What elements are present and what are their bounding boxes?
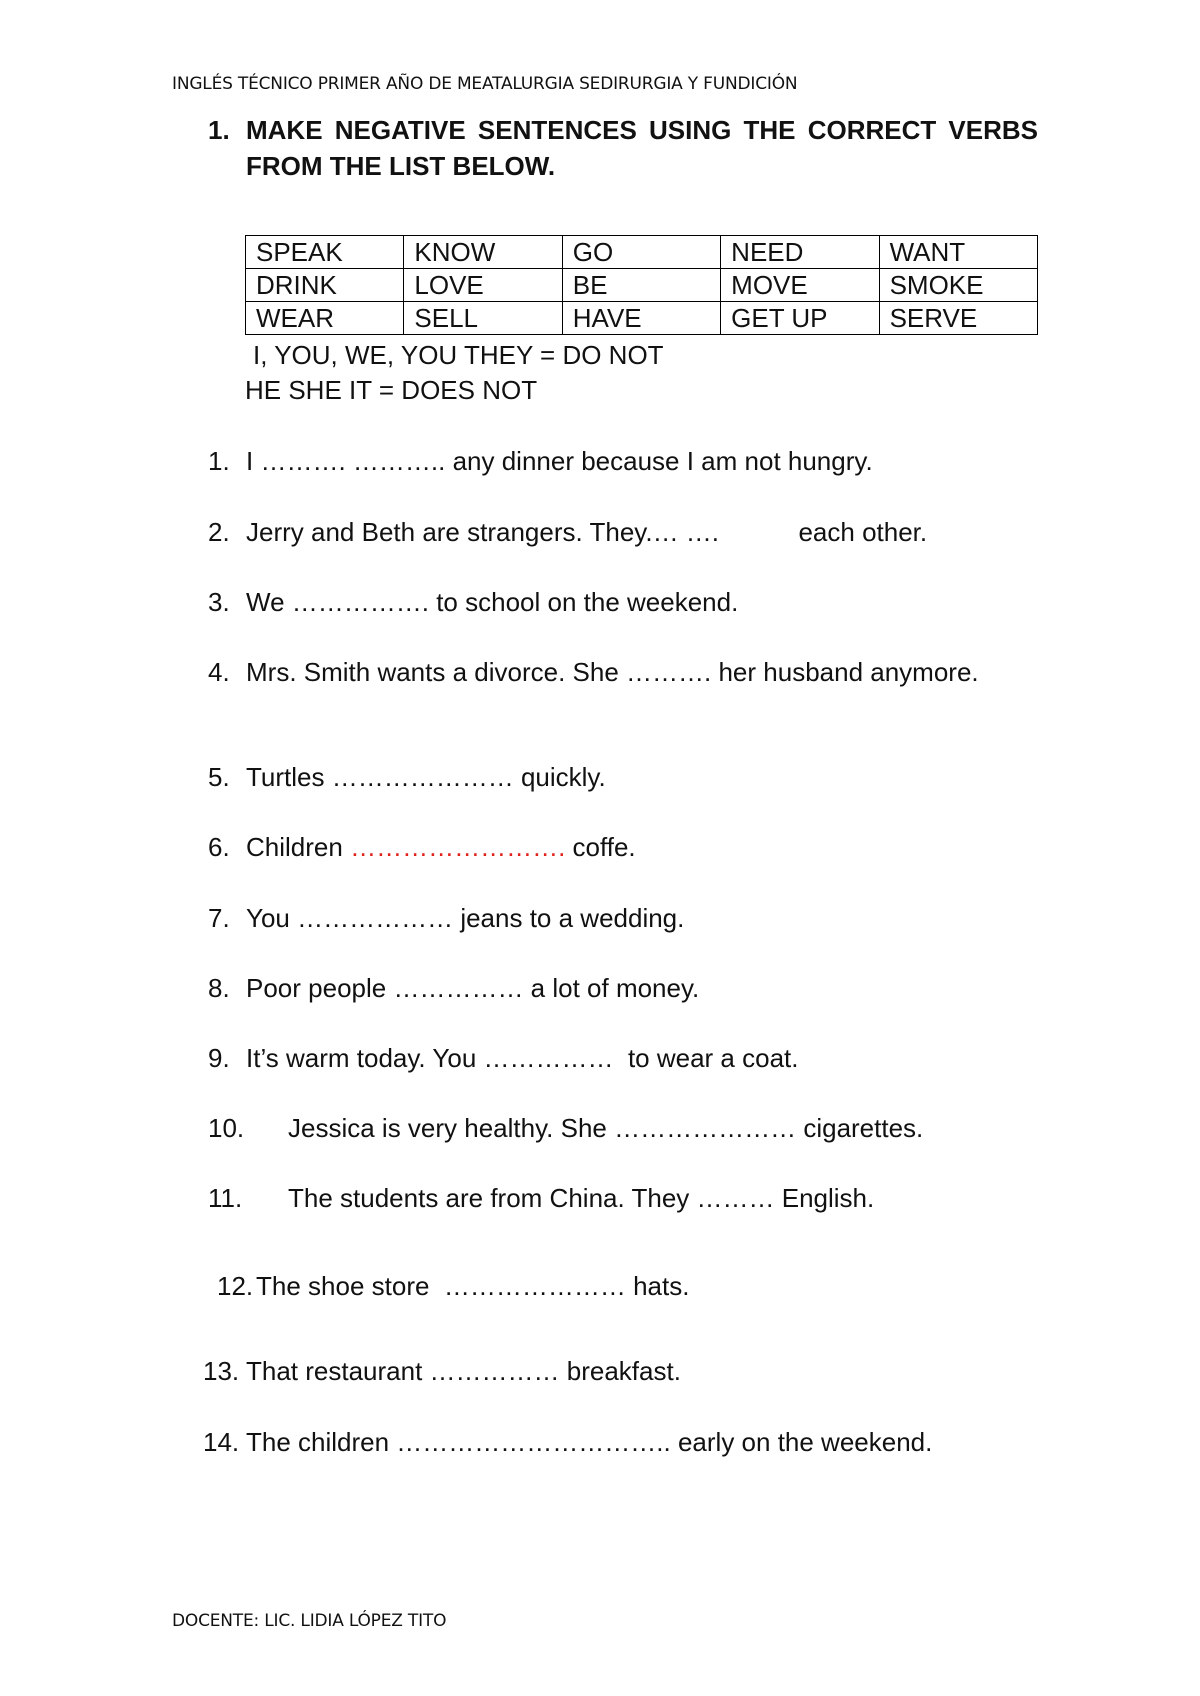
exercise-number: 6. [208, 832, 230, 862]
exercise-text: Poor people …………… a lot of money. [246, 973, 700, 1003]
rule-does-not: HE SHE IT = DOES NOT [245, 375, 538, 405]
verb-cell: NEED [721, 236, 879, 269]
exercise-text: The students are from China. They ……… English. [288, 1183, 875, 1213]
exercise-number: 14. [203, 1427, 240, 1457]
exercise-number: 1. [208, 446, 230, 476]
verb-cell: GO [562, 236, 720, 269]
exercise-number: 10. [208, 1113, 245, 1143]
verb-cell: BE [562, 269, 720, 302]
exercise-number: 4. [208, 657, 230, 687]
verb-cell: KNOW [404, 236, 562, 269]
table-row [246, 269, 1038, 302]
exercise-text: Mrs. Smith wants a divorce. She ………. her husband anymore. [246, 657, 979, 687]
heading-number: 1. [208, 115, 230, 145]
verb-cell: GET UP [721, 302, 879, 335]
exercise-text: You ……………… jeans to a wedding. [246, 903, 685, 933]
exercise-text: The children ………………………….. early on the weekend. [246, 1427, 933, 1457]
exercise-number: 7. [208, 903, 230, 933]
exercise-number: 2. [208, 517, 230, 547]
verb-cell: SELL [404, 302, 562, 335]
exercise-text: I ………. ……….. any dinner because I am not hungry. [246, 446, 873, 476]
rule-do-not: I, YOU, WE, YOU THEY = DO NOT [253, 340, 664, 370]
exercise-number: 9. [208, 1043, 230, 1073]
answer-blank: ……………………. [350, 832, 573, 862]
table-row [246, 236, 1038, 269]
exercise-text: Jerry and Beth are strangers. They.… …. each other. [246, 517, 928, 547]
page-header: INGLÉS TÉCNICO PRIMER AÑO DE MEATALURGIA SEDIRURGIA Y FUNDICIÓN [172, 74, 798, 94]
verb-cell: WEAR [246, 302, 404, 335]
heading-text: MAKE NEGATIVE SENTENCES USING THE CORRECT VERBS FROM THE LIST BELOW. [246, 115, 1038, 181]
verb-cell: MOVE [721, 269, 879, 302]
verb-list-table [245, 235, 1038, 335]
exercise-number: 11. [208, 1183, 243, 1213]
exercise-number: 5. [208, 762, 230, 792]
verb-cell: SMOKE [879, 269, 1037, 302]
exercise-number: 12. [217, 1271, 254, 1301]
exercise-text: The shoe store ………………… hats. [256, 1271, 690, 1301]
verb-cell: SPEAK [246, 236, 404, 269]
verb-cell: HAVE [562, 302, 720, 335]
table-row [246, 302, 1038, 335]
exercise-text: We ……………. to school on the weekend. [246, 587, 739, 617]
verb-cell: DRINK [246, 269, 404, 302]
exercise-text-end: coffe. [572, 832, 636, 862]
exercise-text: It’s warm today. You …………… to wear a coat. [246, 1043, 799, 1073]
exercise-text: Turtles ………………… quickly. [246, 762, 606, 792]
verb-cell: SERVE [879, 302, 1037, 335]
exercise-text-start: Children [246, 832, 351, 862]
exercise-number: 13. [203, 1356, 240, 1386]
exercise-text: Jessica is very healthy. She ………………… cigarettes. [288, 1113, 924, 1143]
exercise-text [246, 830, 636, 865]
exercise-number: 8. [208, 973, 230, 1003]
page-footer: DOCENTE: LIC. LIDIA LÓPEZ TITO [172, 1611, 447, 1631]
verb-cell: LOVE [404, 269, 562, 302]
exercise-text: That restaurant …………… breakfast. [246, 1356, 681, 1386]
exercise-number: 3. [208, 587, 230, 617]
verb-cell: WANT [879, 236, 1037, 269]
